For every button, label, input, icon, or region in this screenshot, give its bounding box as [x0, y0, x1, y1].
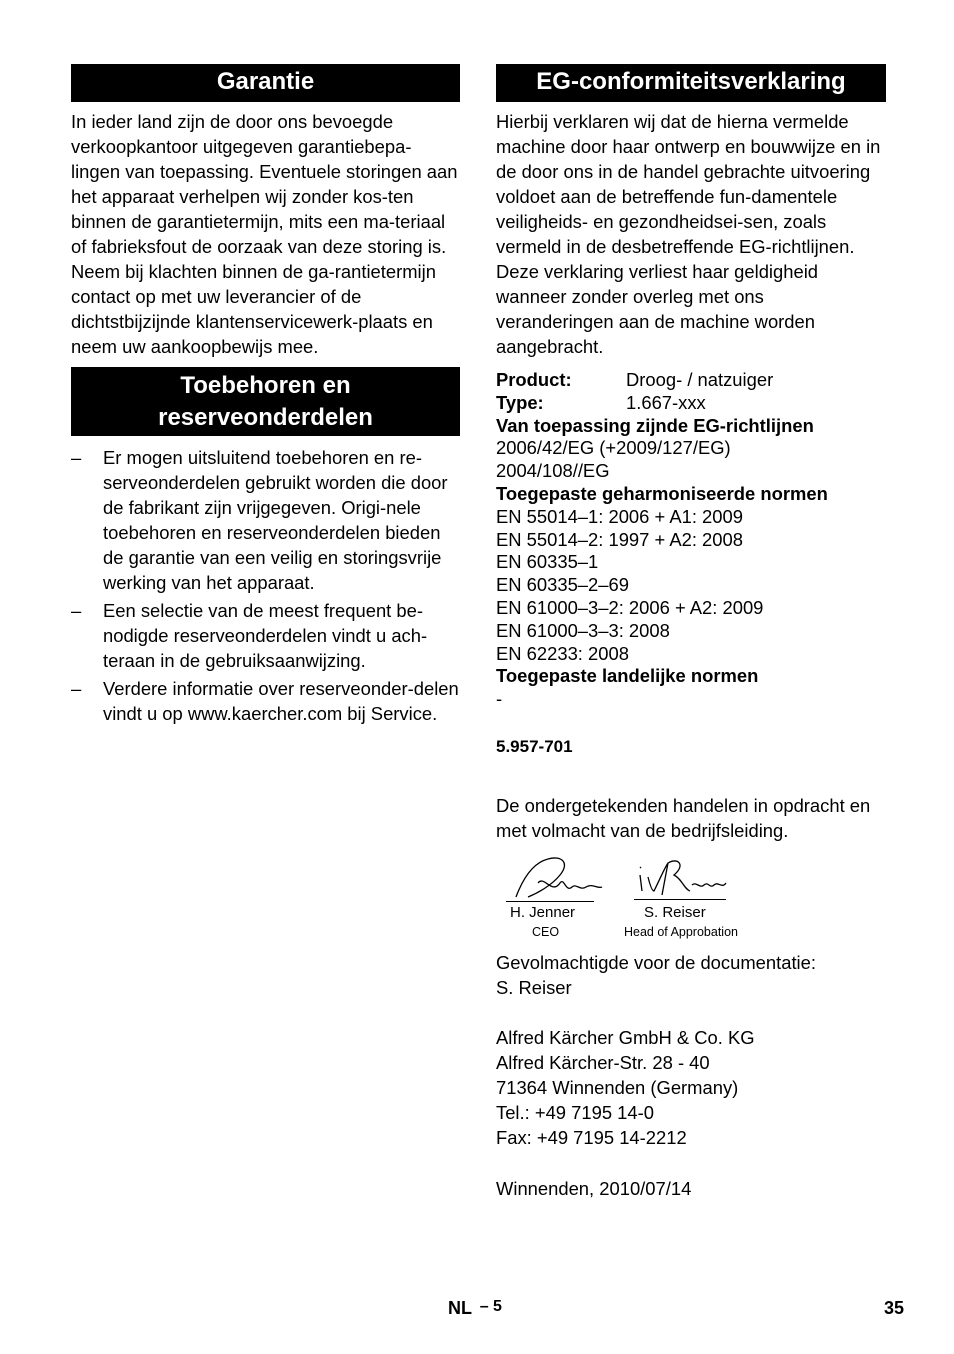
harmonised-heading: Toegepaste geharmoniseerde normen — [496, 482, 828, 504]
left-column — [71, 64, 460, 729]
documentation-label: Gevolmachtigde voor de documentatie: — [496, 951, 816, 973]
list-item — [71, 445, 460, 595]
toebehoren-heading — [71, 367, 460, 436]
address-line: Tel.: +49 7195 14-0 — [496, 1101, 654, 1123]
product-row — [496, 369, 886, 392]
list-item-text: Verdere informatie over reserveonder-delen vindt u op www.kaercher.com bij Service. — [103, 678, 459, 724]
toebehoren-list — [71, 445, 460, 726]
norm-item: EN 60335–1 — [496, 551, 599, 573]
signature-reiser-icon — [634, 855, 734, 903]
norm-item: EN 55014–2: 1997 + A2: 2008 — [496, 528, 743, 550]
spec-block — [496, 369, 886, 711]
footer-section-number: – 5 — [479, 1298, 502, 1315]
footer-lang-code: NL — [448, 1298, 472, 1318]
national-heading: Toegepaste landelijke normen — [496, 665, 759, 687]
type-row — [496, 392, 886, 415]
signature-line — [506, 901, 594, 902]
right-column — [496, 64, 886, 1201]
list-item-text: Een selectie van de meest frequent be-nodigde reserveonderdelen vindt u ach-teraan in de gebruiksaanwijzing. — [103, 600, 428, 671]
list-item — [71, 598, 460, 673]
norm-item: EN 55014–1: 2006 + A1: 2009 — [496, 505, 743, 527]
address-block — [496, 1025, 886, 1150]
norm-item: EN 62233: 2008 — [496, 642, 629, 664]
signature-area — [496, 853, 886, 948]
directive-item: 2006/42/EG (+2009/127/EG) — [496, 437, 731, 459]
signer1-name: H. Jenner — [510, 903, 576, 921]
type-value: 1.667-xxx — [626, 391, 706, 413]
bullet-dash: – — [71, 447, 82, 468]
type-label: Type: — [496, 391, 544, 413]
product-value: Droog- / natzuiger — [626, 369, 774, 390]
address-line: Fax: +49 7195 14-2212 — [496, 1126, 687, 1148]
norm-item: EN 60335–2–69 — [496, 574, 629, 596]
list-item-text: Er mogen uitsluitend toebehoren en re-serveonderdelen gebruikt worden die door de fabrikant zijn vrijgegeven. Origi-nele toebehoren en reserveonderdelen bieden de garantie van een veilig en storingsvrije werking van het apparaat. — [103, 447, 448, 593]
garantie-text: In ieder land zijn de door ons bevoegde verkoopkantoor uitgegeven garantiebepa-lingen van toepassing. Eventuele storingen aan het apparaat verhelpen wij zonder kos-ten binnen de garantietermijn, mits een ma-teriaal of fabrieksfout de oorzaak van deze storing is. Neem bij klachten binnen de ga-rantietermijn contact op met uw leverancier of de dichtstbijzijnde klantenservicewerk-plaats en neem uw aankoopbewijs mee. — [71, 111, 458, 357]
toebehoren-heading-line2: reserveonderdelen — [158, 404, 373, 431]
address-line: Alfred Kärcher-Str. 28 - 40 — [496, 1051, 710, 1073]
norm-item: EN 61000–3–2: 2006 + A2: 2009 — [496, 596, 764, 618]
footer-language — [448, 1298, 502, 1319]
garantie-heading: Garantie — [71, 64, 460, 102]
address-line: 71364 Winnenden (Germany) — [496, 1076, 739, 1098]
place-date: Winnenden, 2010/07/14 — [496, 1177, 692, 1199]
list-item — [71, 676, 460, 726]
directive-item: 2004/108//EG — [496, 460, 610, 482]
norm-item: EN 61000–3–3: 2008 — [496, 619, 670, 641]
toebehoren-heading-line1: Toebehoren en — [180, 372, 351, 399]
directives-heading: Van toepassing zijnde EG-richtlijnen — [496, 414, 814, 436]
bullet-dash: – — [71, 600, 82, 621]
signature-jenner-icon — [508, 853, 608, 905]
document-number: 5.957-701 — [496, 736, 573, 756]
address-line: Alfred Kärcher GmbH & Co. KG — [496, 1026, 755, 1048]
eg-intro: Hierbij verklaren wij dat de hierna vermelde machine door haar ontwerp en bouwwijze en in de door ons in de handel gebrachte uitvoering voldoet aan de betreffende fun-damentele veiligheids- en gezondheidsei-sen, zoals vermeld in de desbetreffende EG-richtlijnen. Deze verklaring verliest haar geldigheid wanneer zonder overleg met ons veranderingen aan de machine worden aangebracht. — [496, 111, 881, 357]
bullet-dash: – — [71, 678, 82, 699]
product-label: Product: — [496, 369, 572, 390]
eg-heading: EG-conformiteitsverklaring — [496, 64, 886, 102]
signers-text: De ondergetekenden handelen in opdracht en met volmacht van de bedrijfsleiding. — [496, 794, 871, 841]
signature-line — [634, 899, 726, 900]
national-value: - — [496, 688, 503, 710]
signer2-name: S. Reiser — [644, 903, 706, 921]
page-number: 35 — [884, 1298, 905, 1318]
signer2-role: Head of Approbation — [624, 924, 738, 939]
signer1-role: CEO — [532, 924, 560, 939]
documentation-name: S. Reiser — [496, 976, 572, 998]
